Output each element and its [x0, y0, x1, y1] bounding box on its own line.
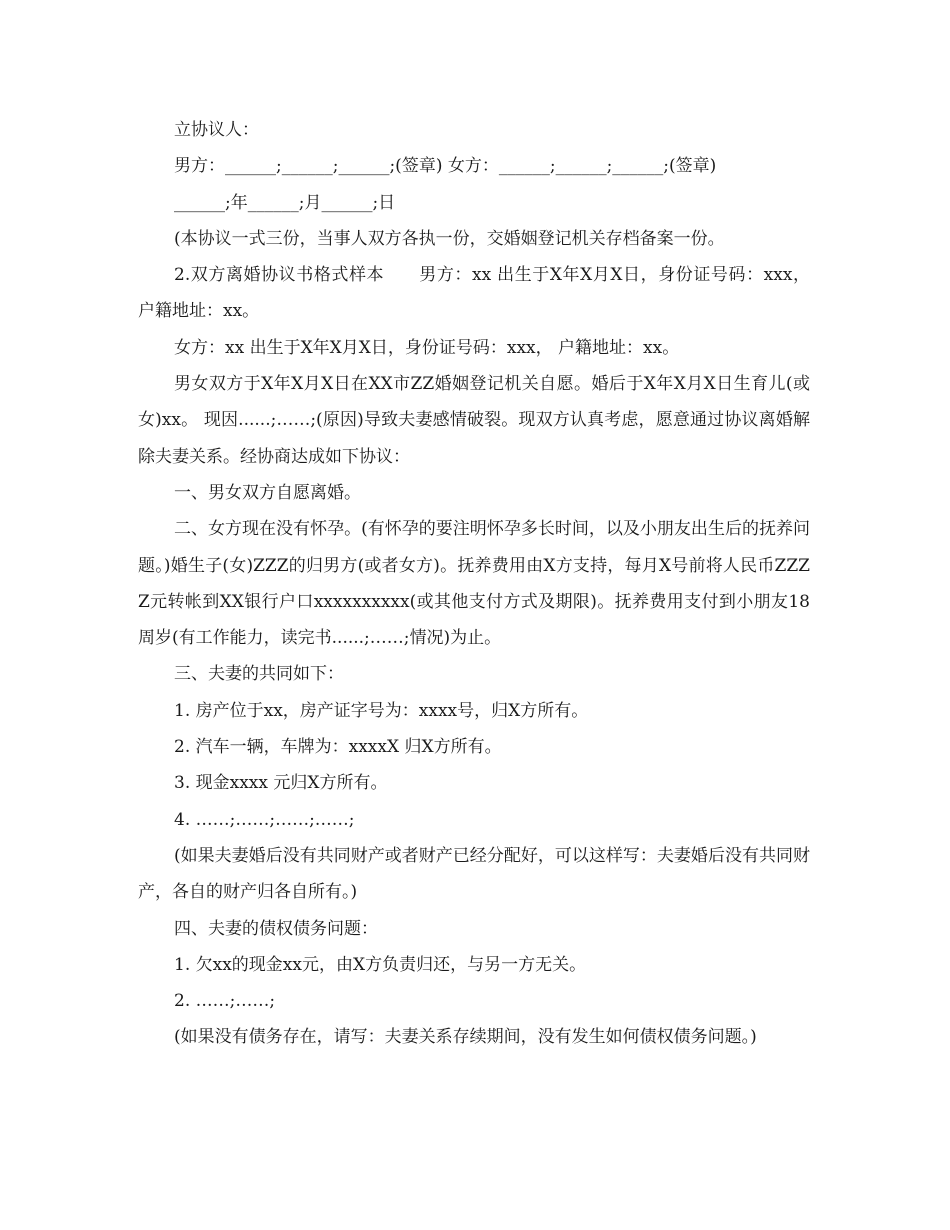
- paragraph-property-3: 3. 现金xxxx 元归X方所有。: [174, 773, 388, 794]
- paragraph-debt-note: (如果没有债务存在，请写：夫妻关系存续期间，没有发生如何债权债务问题。): [174, 1027, 757, 1048]
- paragraph-sample-title-male: 2.双方离婚协议书格式样本 男方：xx 出生于X年X月X日，身份证号码：xxx， 户籍地址：xx。: [138, 265, 810, 322]
- paragraph-debt-1: 1. 欠xx的现金xx元，由X方负责归还，与另一方无关。: [174, 954, 587, 975]
- paragraph-clause-4: 四、夫妻的债权债务问题：: [174, 918, 378, 939]
- paragraph-signatories-heading: 立协议人：: [174, 120, 259, 140]
- paragraph-background: 男女双方于X年X月X日在XX市ZZ婚姻登记机关自愿。婚后于X年X月X日生育儿(或女)xx。 现因......;……;(原因)导致夫妻感情破裂。现双方认真考虑，愿意通过协议离婚解除夫妻关系。经协商达成如下协议：: [138, 374, 810, 467]
- paragraph-clause-2: 二、女方现在没有怀孕。(有怀孕的要注明怀孕多长时间，以及小朋友出生后的抚养问题。)婚生子(女)ZZZ的归男方(或者女方)。抚养费用由X方支持，每月X号前将人民币ZZZZ元转帐到XX银行户口xxxxxxxxxx(或其他支付方式及期限)。抚养费用支付到小朋友18周岁(有工作能力，读完书......;……;情况)为止。: [138, 519, 810, 649]
- paragraph-property-2: 2. 汽车一辆，车牌为：xxxxX 归X方所有。: [174, 737, 502, 758]
- paragraph-property-4: 4. ……;……;……;……;: [174, 809, 355, 830]
- paragraph-date-line: ______;年______;月______;日: [174, 192, 396, 213]
- document-body: [138, 112, 810, 1056]
- paragraph-clause-1: 一、男女双方自愿离婚。: [174, 482, 361, 503]
- paragraph-female-party: 女方：xx 出生于X年X月X日，身份证号码：xxx， 户籍地址：xx。: [174, 337, 680, 358]
- paragraph-property-1: 1. 房产位于xx，房产证字号为：xxxx号，归X方所有。: [174, 700, 589, 721]
- paragraph-signature-line: 男方：______;______;______;(签章) 女方：______;______;______;(签章): [174, 156, 717, 177]
- paragraph-clause-3: 三、夫妻的共同如下：: [174, 664, 344, 685]
- paragraph-property-note: (如果夫妻婚后没有共同财产或者财产已经分配好，可以这样写：夫妻婚后没有共同财产，各自的财产归各自所有。): [138, 845, 810, 903]
- paragraph-copies-note: (本协议一式三份，当事人双方各执一份，交婚姻登记机关存档备案一份。: [174, 228, 725, 249]
- paragraph-debt-2: 2. ……;……;: [174, 991, 276, 1012]
